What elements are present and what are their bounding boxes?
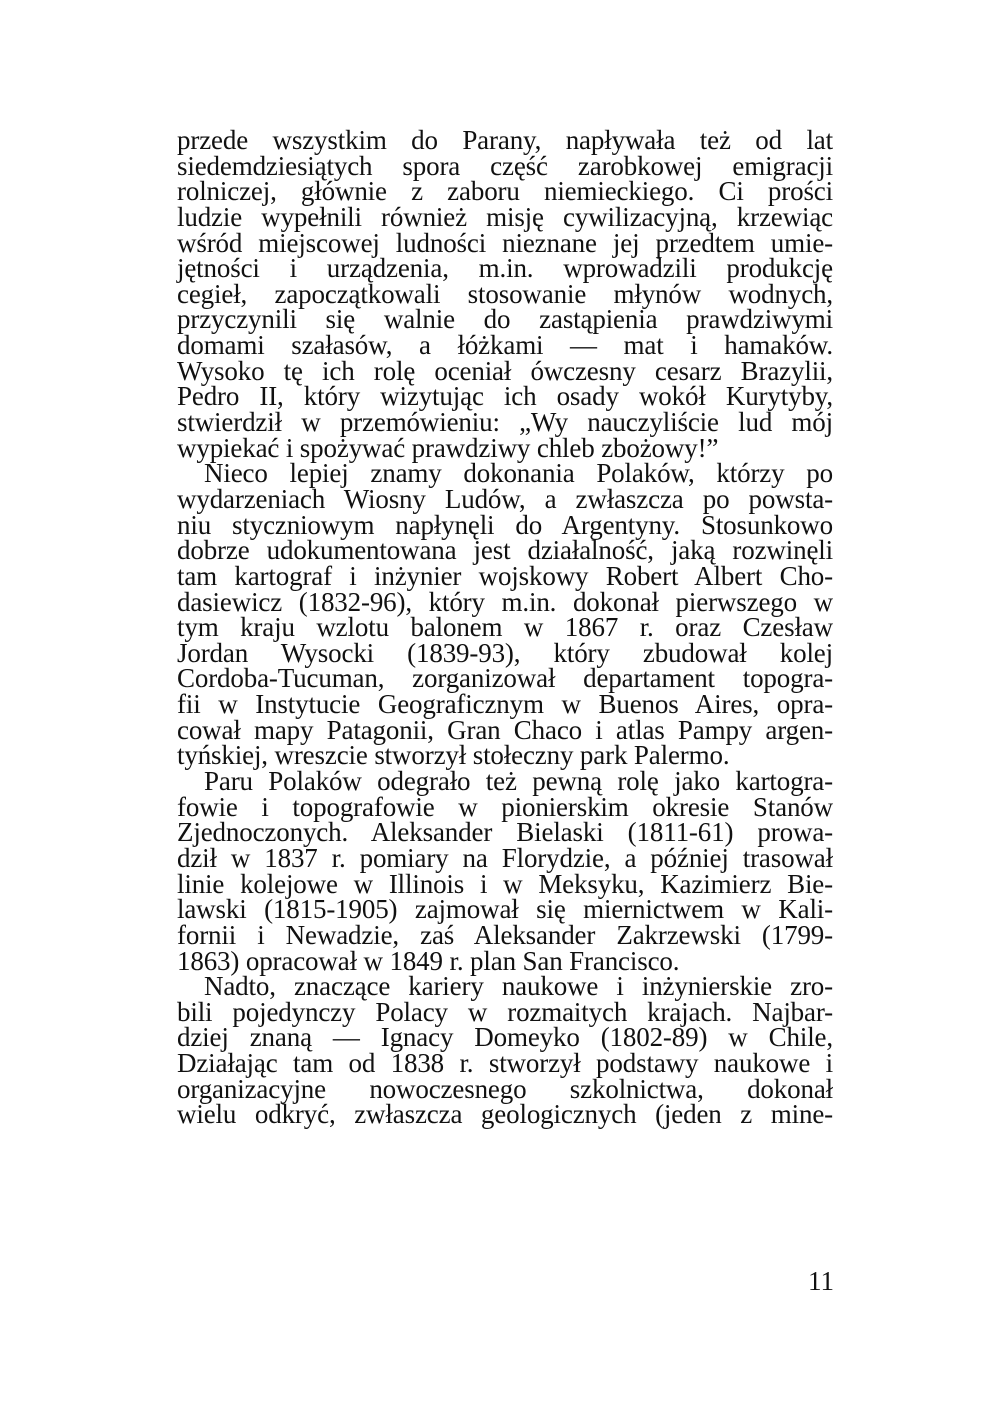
text-line: tyńskiej, wreszcie stworzył stołeczny park Palermo. xyxy=(177,740,730,771)
text-line: dobrze udokumentowana jest działalność, jaką rozwinęli xyxy=(177,535,833,566)
text-line: Działając tam od 1838 r. stworzył podstawy naukowe i xyxy=(177,1048,833,1079)
text-line: stwierdził w przemówieniu: „Wy nauczyliście lud mój xyxy=(177,407,833,438)
text-line: fowie i topografowie w pionierskim okresie Stanów xyxy=(177,791,833,822)
text-line: Nieco lepiej znamy dokonania Polaków, którzy po xyxy=(204,458,833,489)
text-line: tam kartograf i inżynier wojskowy Robert Albert Cho- xyxy=(177,560,833,591)
text-line: Zjednoczonych. Aleksander Bielaski (1811-61) prowa- xyxy=(177,817,833,848)
text-line: siedemdziesiątych spora część zarobkowej emigracji xyxy=(177,150,833,181)
text-line: fii w Instytucie Geograficznym w Buenos Aires, opra- xyxy=(177,689,833,720)
text-line: cegieł, zapoczątkowali stosowanie młynów wodnych, xyxy=(177,278,833,309)
text-line: rolniczej, głównie z zaboru niemieckiego. Ci prości xyxy=(177,176,833,207)
text-line: Nadto, znaczące kariery naukowe i inżynierskie zro- xyxy=(204,971,833,1002)
text-line: wypiekać i spożywać prawdziwy chleb zbożowy!” xyxy=(177,432,719,463)
text-line: linie kolejowe w Illinois i w Meksyku, Kazimierz Bie- xyxy=(177,868,833,899)
text-line: tym kraju wzlotu balonem w 1867 r. oraz Czesław xyxy=(177,612,833,643)
text-line: Jordan Wysocki (1839-93), który zbudował kolej xyxy=(177,637,833,668)
text-line: Pedro II, który wizytując ich osady wokół Kurytyby, xyxy=(177,381,833,412)
text-line: 1863) opracował w 1849 r. plan San Francisco. xyxy=(177,945,680,976)
text-line: Wysoko tę ich rolę oceniał ówczesny cesarz Brazylii, xyxy=(177,355,833,386)
text-line: domami szałasów, a łóżkami — mat i hamaków. xyxy=(177,330,833,361)
text-line: Paru Polaków odegrało też pewną rolę jako kartogra- xyxy=(204,766,833,797)
text-line: wydarzeniach Wiosny Ludów, a zwłaszcza po powsta- xyxy=(177,483,833,514)
text-line: lawski (1815-1905) zajmował się miernictwem w Kali- xyxy=(177,894,833,925)
text-line: dasiewicz (1832-96), który m.in. dokonał pierwszego w xyxy=(177,586,833,617)
text-line: fornii i Newadzie, zaś Aleksander Zakrzewski (1799- xyxy=(177,919,833,950)
text-line: ludzie wypełnili również misję cywilizacyjną, krzewiąc xyxy=(177,201,833,232)
text-line: niu styczniowym napłynęli do Argentyny. Stosunkowo xyxy=(177,509,833,540)
text-line: przede wszystkim do Parany, napływała też od lat xyxy=(177,125,833,155)
body-text xyxy=(177,125,833,1130)
text-line: dził w 1837 r. pomiary na Florydzie, a później trasował xyxy=(177,842,833,873)
text-line: wśród miejscowej ludności nieznane jej przedtem umie- xyxy=(177,227,833,258)
text-line: cował mapy Patagonii, Gran Chaco i atlas Pampy argen- xyxy=(177,714,833,745)
text-line: przyczynili się walnie do zastąpienia prawdziwymi xyxy=(177,304,833,335)
text-line: Cordoba-Tucuman, zorganizował departament topogra- xyxy=(177,663,833,694)
text-line: jętności i urządzenia, m.in. wprowadzili produkcję xyxy=(177,253,833,284)
text-line: organizacyjne nowoczesnego szkolnictwa, dokonał xyxy=(177,1073,833,1104)
text-line: bili pojedynczy Polacy w rozmaitych krajach. Najbar- xyxy=(177,996,833,1027)
text-line: dziej znaną — Ignacy Domeyko (1802-89) w Chile, xyxy=(177,1022,833,1053)
page-number: 11 xyxy=(808,1266,834,1296)
text-line: wielu odkryć, zwłaszcza geologicznych (jeden z mine- xyxy=(177,1099,833,1130)
